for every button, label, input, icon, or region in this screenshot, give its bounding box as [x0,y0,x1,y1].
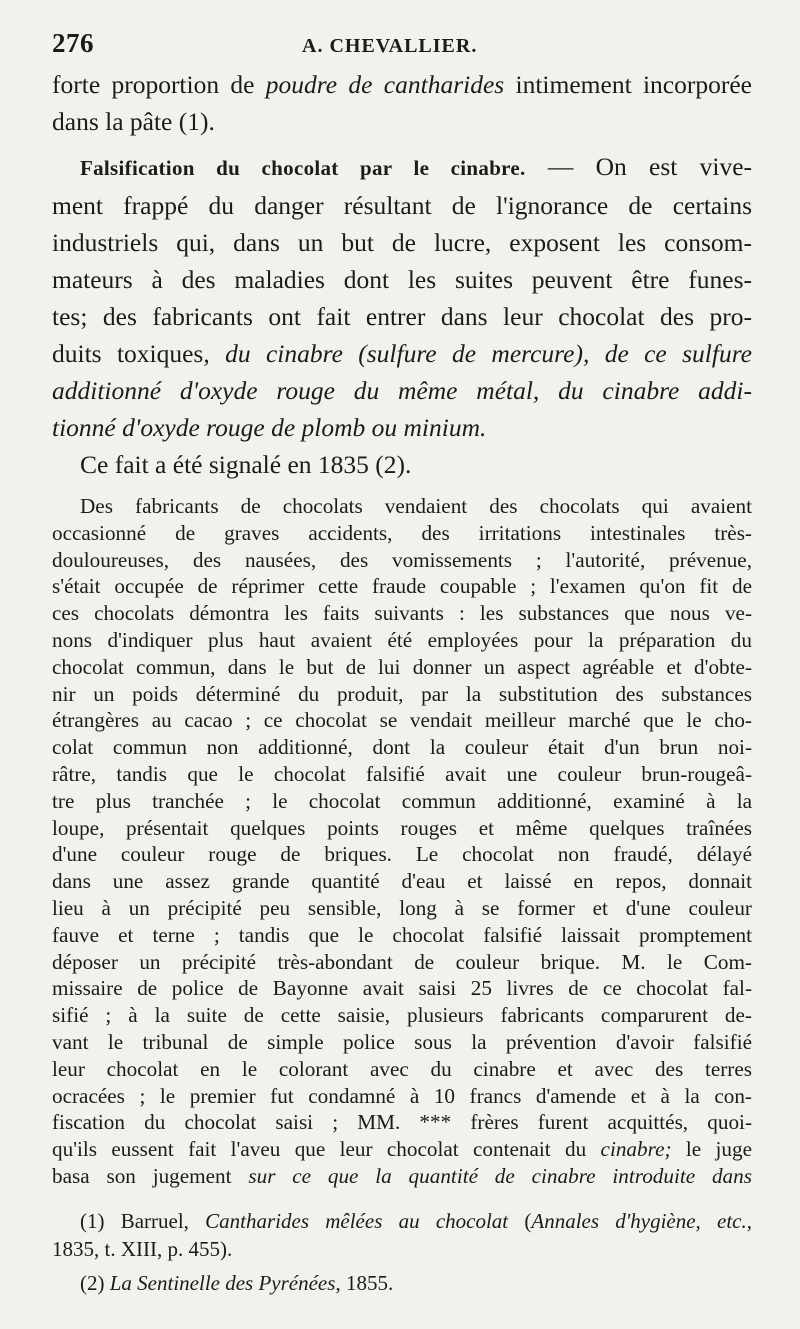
text-line: vant le tribunal de simple police sous la prévention d'avoir falsifié [52,1029,752,1054]
text-line: d'une couleur rouge de briques. Le chocolat non fraudé, délayé [52,842,752,867]
text-line: douloureuses, des nausées, des vomissements ; l'autorité, prévenue, [52,547,752,572]
text-line: basa son jugement sur ce que la quantité de cinabre introduite dans [52,1163,752,1188]
text-line: déposer un précipité très-abondant de couleur brique. M. le Com- [52,949,752,974]
section-heading: Falsification du chocolat par le cinabre. [80,156,526,180]
text-line: ces chocolats démontra les faits suivants : les substances que nous ve- [52,601,752,626]
text-line: missaire de police de Bayonne avait saisi 25 livres de ce chocolat fal- [52,976,752,1001]
footnote-2: (2) La Sentinelle des Pyrénées, 1855. [80,1270,394,1295]
text-line: ment frappé du danger résultant de l'ignorance de certains [52,191,752,220]
text-line: chocolat commun, dans le but de lui donner un aspect agréable et d'obte- [52,654,752,679]
text-line: industriels qui, dans un but de lucre, exposent les consom- [52,228,752,257]
text-line: sifié ; à la suite de cette saisie, plusieurs fabricants comparurent de- [52,1003,752,1028]
text-line: lieu à un précipité peu sensible, long à se former et d'une couleur [52,895,752,920]
text-line: râtre, tandis que le chocolat falsifié avait une couleur brun-rougeâ- [52,761,752,786]
text-line: tes; des fabricants ont fait entrer dans leur chocolat des pro- [52,302,752,331]
text-line: mateurs à des maladies dont les suites peuvent être funes- [52,265,752,294]
text-line: s'était occupée de réprimer cette fraude coupable ; l'examen qu'on fit de [52,574,752,599]
section-cinabre [52,148,752,483]
text-line: ocracées ; le premier fut condamné à 10 francs d'amende et à la con- [52,1083,752,1108]
text-line: tre plus tranchée ; le chocolat commun additionné, examiné à la [52,788,752,813]
footnote-1: (1) Barruel, Cantharides mêlées au chocolat (Annales d'hygiène, etc., [80,1208,752,1233]
text-line: nons d'indiquer plus haut avaient été employées pour la préparation du [52,627,752,652]
footnote-1-cont: 1835, t. XIII, p. 455). [52,1236,233,1261]
running-head [52,28,752,66]
text-line: qu'ils eussent fait l'aveu que leur chocolat contenait du cinabre; le juge [52,1137,752,1162]
text-line: additionné d'oxyde rouge du même métal, du cinabre addi- [52,376,752,405]
page-number: 276 [52,28,94,58]
text-line: dans une assez grande quantité d'eau et laissé en repos, donnait [52,869,752,894]
running-title: A. CHEVALLIER. [302,35,478,57]
text-line: occasionné de graves accidents, des irritations intestinales très- [52,520,752,545]
text-line: nir un poids déterminé du produit, par la substitution des substances [52,681,752,706]
text-line: étrangères au cacao ; ce chocolat se vendait meilleur marché que le cho- [52,708,752,733]
text-line: dans la pâte (1). [52,107,215,136]
text-line: Des fabricants de chocolats vendaient des chocolats qui avaient [80,494,752,518]
text-line: duits toxiques, du cinabre (sulfure de mercure), de ce sulfure [52,339,752,368]
text-line: leur chocolat en le colorant avec du cinabre et avec des terres [52,1056,752,1081]
quoted-report [52,493,752,1190]
text-line: fiscation du chocolat saisi ; MM. *** frères furent acquittés, quoi- [52,1110,752,1135]
paragraph-cantharides [52,66,752,140]
text-line: tionné d'oxyde rouge de plomb ou minium. [52,413,487,442]
text-line: Ce fait a été signalé en 1835 (2). [80,450,412,479]
text-line: forte proportion de poudre de cantharides intimement incorporée [52,70,752,99]
text-line: colat commun non additionné, dont la couleur était d'un brun noi- [52,735,752,760]
section-heading-line: Falsification du chocolat par le cinabre. — On est vive- [80,152,753,181]
footnotes [52,1207,752,1297]
text-line: loupe, présentait quelques points rouges et même quelques traînées [52,815,752,840]
text-line: fauve et terne ; tandis que le chocolat falsifié laissait promptement [52,922,752,947]
